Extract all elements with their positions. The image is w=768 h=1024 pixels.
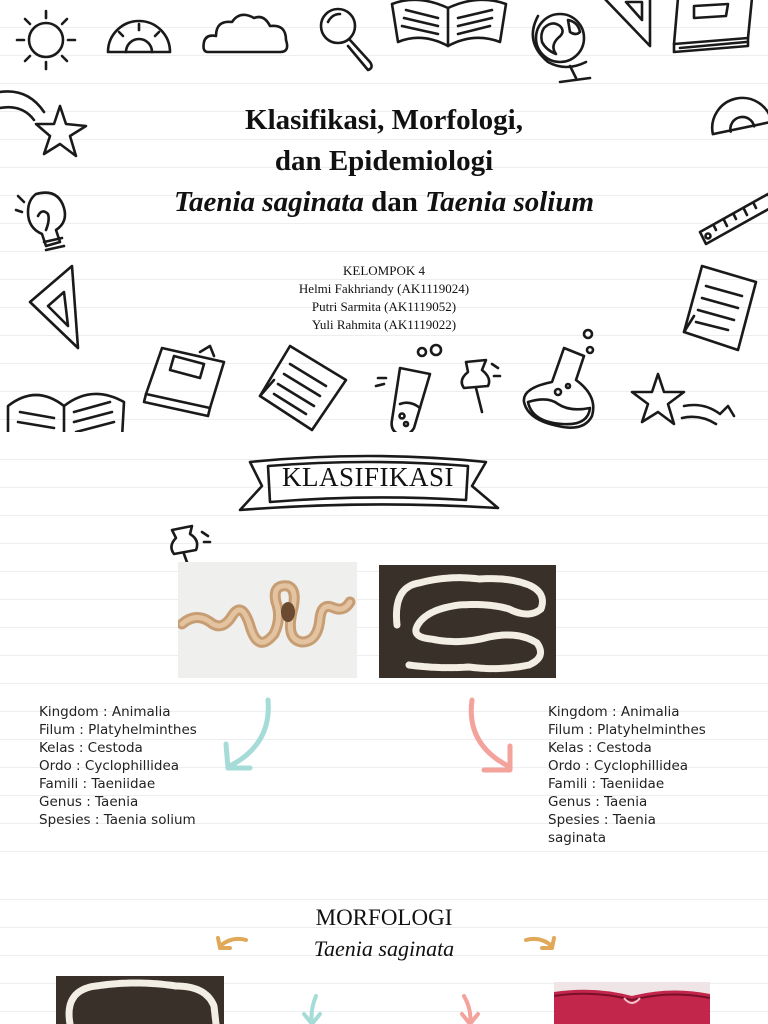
taenia-saginata-photo: [56, 976, 224, 1024]
member-name: Putri Sarmita (AK1119052): [311, 299, 457, 314]
presentation-title: [0, 100, 768, 223]
title-line-2: dan Epidemiologi: [274, 145, 494, 177]
group-info: [0, 262, 768, 334]
species-subheading: Taenia saginata: [313, 936, 455, 961]
flask-icon: [518, 326, 608, 432]
taxonomy-row: Genus : Taenia: [548, 794, 648, 810]
group-label: KELOMPOK 4: [343, 263, 425, 278]
closed-book-icon: [140, 342, 230, 418]
title-species-1: Taenia saginata: [173, 186, 364, 218]
arrow-down-icon: [300, 994, 324, 1024]
title-line-3: [0, 182, 768, 223]
taxonomy-row: Filum : Platyhelminthes: [39, 722, 197, 738]
taxonomy-row: Kelas : Cestoda: [548, 740, 652, 756]
section-heading: KLASIFIKASI: [281, 462, 454, 492]
pushpin-icon: [454, 356, 502, 416]
cloud-icon: [200, 10, 292, 58]
taxonomy-row: Kingdom : Animalia: [548, 704, 680, 720]
globe-icon: [526, 6, 604, 88]
protractor-icon: [104, 8, 174, 58]
closed-book-icon: [668, 0, 762, 60]
star-icon: [624, 370, 754, 432]
member-name: Helmi Fakhriandy (AK1119024): [298, 281, 470, 296]
taxonomy-row: Filum : Platyhelminthes: [548, 722, 706, 738]
arrow-down-icon: [458, 994, 482, 1024]
taxonomy-row: Famili : Taeniidae: [548, 776, 665, 792]
taxonomy-row: Famili : Taeniidae: [39, 776, 156, 792]
title-slide: [0, 0, 768, 432]
sun-icon: [14, 8, 78, 72]
taxonomy-row: Spesies : Taenia solium: [39, 812, 196, 828]
title-connector: dan: [363, 186, 426, 218]
open-book-icon: [0, 376, 130, 432]
taxonomy-row: Kelas : Cestoda: [39, 740, 143, 756]
magnifier-icon: [314, 4, 380, 74]
taxonomy-row: Ordo : Cyclophillidea: [39, 758, 180, 774]
classification-slide: [0, 432, 768, 872]
proglottid-micrograph: [554, 982, 710, 1024]
arrow-down-right-icon: [464, 694, 520, 778]
taenia-saginata-photo: [379, 565, 556, 678]
open-book-icon: [388, 0, 510, 50]
title-species-2: Taenia solium: [425, 186, 595, 218]
taxonomy-list-solium: [39, 703, 229, 829]
taxonomy-row: Spesies : Taenia saginata: [548, 812, 656, 846]
taxonomy-row: Kingdom : Animalia: [39, 704, 171, 720]
title-line-1: Klasifikasi, Morfologi,: [245, 104, 523, 136]
triangle-ruler-icon: [598, 0, 656, 56]
test-tube-icon: [370, 344, 450, 432]
member-name: Yuli Rahmita (AK1119022): [311, 317, 457, 332]
taxonomy-list-saginata: [548, 703, 726, 847]
section-heading: MORFOLOGI: [315, 905, 453, 930]
curved-arrow-icon: [214, 932, 250, 954]
morphology-slide: [0, 872, 768, 1024]
taenia-solium-photo: [178, 562, 357, 678]
taxonomy-row: Genus : Taenia: [39, 794, 139, 810]
taxonomy-row: Ordo : Cyclophillidea: [548, 758, 689, 774]
paper-icon: [256, 342, 350, 432]
curved-arrow-icon: [522, 932, 558, 954]
